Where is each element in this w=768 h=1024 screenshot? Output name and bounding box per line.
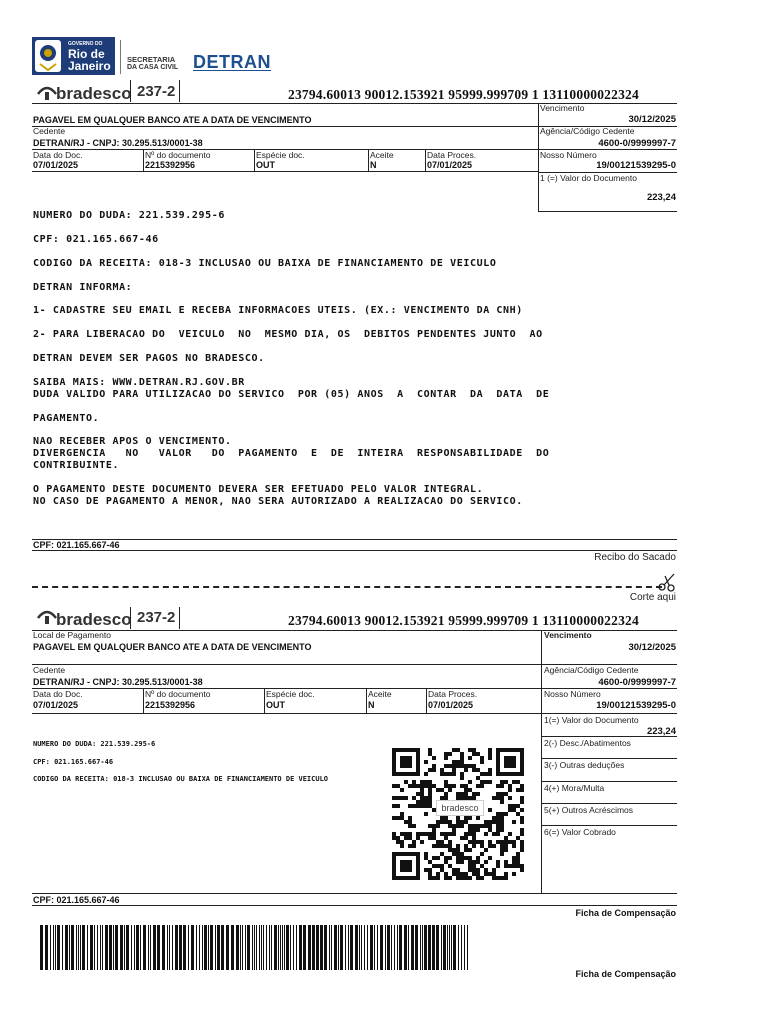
bank-name: bradesco: [56, 84, 132, 103]
local-pagamento-value-lower: PAGAVEL EM QUALQUER BANCO ATE A DATA DE VENCIMENTO: [33, 642, 312, 652]
instruction-divergencia: DIVERGENCIA NO VALOR DO PAGAMENTO E DE INTEIRA RESPONSABILIDADE DO: [33, 448, 550, 459]
data-proc-label-lower: Data Proces.: [428, 689, 478, 699]
valor-doc-label-lower: 1(=) Valor do Documento: [544, 715, 639, 725]
instruction-pagamento-menor: NO CASO DE PAGAMENTO A MENOR, NAO SERA AUTORIZADO A REALIZACAO DO SERVICO.: [33, 496, 523, 507]
instruction-detran-informa: DETRAN INFORMA:: [33, 282, 133, 293]
local-pagamento-label-lower: Local de Pagamento: [33, 630, 111, 640]
digitable-line-lower: 23794.60013 90012.153921 95999.999709 1 13110000022324: [288, 613, 639, 628]
cedente-label: Cedente: [33, 126, 66, 136]
especie-value-lower: OUT: [266, 700, 285, 710]
rj-coat-of-arms-icon: [35, 40, 61, 72]
especie-label-lower: Espécie doc.: [266, 689, 315, 699]
cpf-footer-lower: CPF: 021.165.667-46: [33, 895, 120, 905]
valor-cobrado-label: 6(=) Valor Cobrado: [544, 827, 616, 837]
instruction-contribuinte: CONTRIBUINTE.: [33, 460, 120, 471]
detran-logo: DETRAN: [193, 52, 271, 72]
vencimento-label: Vencimento: [540, 103, 585, 113]
instruction-valor-integral: O PAGAMENTO DESTE DOCUMENTO DEVERA SER EFETUADO PELO VALOR INTEGRAL.: [33, 484, 484, 495]
nosso-numero-label: Nosso Número: [540, 150, 597, 160]
desc-abatimentos-label: 2(-) Desc./Abatimentos: [544, 738, 631, 748]
bank-name-lower: bradesco: [56, 610, 132, 629]
qr-center-badge: [436, 800, 484, 816]
cedente-value-lower: DETRAN/RJ - CNPJ: 30.295.513/0001-38: [33, 677, 203, 687]
ficha-compensacao-bottom: Ficha de Compensação: [575, 969, 676, 979]
corte-aqui: Corte aqui: [629, 592, 676, 603]
num-doc-value-lower: 2215392956: [145, 700, 196, 710]
gov-line3: Janeiro: [68, 59, 111, 73]
aceite-value-lower: N: [368, 700, 375, 710]
instruction-duda: NUMERO DO DUDA: 221.539.295-6: [33, 210, 225, 221]
data-proc-value-lower: 07/01/2025: [428, 700, 474, 710]
instruction-validade: DUDA VALIDO PARA UTILIZACAO DO SERVICO POR (05) ANOS A CONTAR DA DATA DE: [33, 389, 550, 400]
outros-acrescimos-label: 5(+) Outros Acréscimos: [544, 805, 634, 815]
vencimento-value: 30/12/2025: [628, 114, 676, 125]
vencimento-value-lower: 30/12/2025: [628, 642, 676, 653]
data-proc-label: Data Proces.: [427, 150, 477, 160]
cedente-label-lower: Cedente: [33, 665, 66, 675]
instruction-email: 1- CADASTRE SEU EMAIL E RECEBA INFORMACOES UTEIS. (EX.: VENCIMENTO DA CNH): [33, 305, 523, 316]
rj-government-logo: [32, 37, 115, 75]
valor-doc-value: 223,24: [646, 192, 676, 203]
cut-line: [32, 586, 662, 588]
agencia-label: Agência/Código Cedente: [540, 126, 635, 136]
data-doc-value: 07/01/2025: [33, 160, 79, 170]
instruction-pagamento: PAGAMENTO.: [33, 413, 100, 424]
data-doc-value-lower: 07/01/2025: [33, 700, 79, 710]
cedente-value: DETRAN/RJ - CNPJ: 30.295.513/0001-38: [33, 138, 203, 148]
payment-barcode: [40, 925, 470, 970]
bank-code: 237-2: [137, 83, 176, 100]
bradesco-logo-icon-lower: [36, 608, 58, 624]
instruction-saiba-mais: SAIBA MAIS: WWW.DETRAN.RJ.GOV.BR: [33, 377, 245, 388]
valor-doc-value-lower: 223,24: [646, 726, 676, 737]
local-pagamento-value: PAGAVEL EM QUALQUER BANCO ATE A DATA DE VENCIMENTO: [33, 115, 312, 125]
data-doc-label-lower: Data do Doc.: [33, 689, 83, 699]
digitable-line: 23794.60013 90012.153921 95999.999709 1 13110000022324: [288, 87, 639, 102]
num-doc-label-lower: Nº do documento: [145, 689, 211, 699]
gov-line2: Rio de: [68, 47, 105, 61]
instruction-cpf: CPF: 021.165.667-46: [33, 234, 159, 245]
recibo-sacado: Recibo do Sacado: [594, 552, 676, 563]
bank-code-lower: 237-2: [137, 609, 176, 626]
gov-line1: GOVERNO DO: [68, 41, 103, 47]
small-instruction-cpf: CPF: 021.165.667-46: [33, 758, 114, 766]
nosso-numero-value: 19/00121539295-0: [596, 160, 676, 171]
instruction-receita: CODIGO DA RECEITA: 018-3 INCLUSAO OU BAIXA DE FINANCIAMENTO DE VEICULO: [33, 258, 497, 269]
instruction-bradesco: DETRAN DEVEM SER PAGOS NO BRADESCO.: [33, 353, 265, 364]
secretaria-line2: DA CASA CIVIL: [127, 64, 179, 71]
especie-value: OUT: [256, 160, 275, 170]
bradesco-logo-icon: [36, 84, 58, 100]
agencia-value-lower: 4600-0/9999997-7: [598, 677, 676, 688]
valor-doc-label: 1 (=) Valor do Documento: [540, 173, 637, 183]
small-instruction-duda: NUMERO DO DUDA: 221.539.295-6: [33, 740, 156, 748]
num-doc-value: 2215392956: [145, 160, 196, 170]
qr-center-text: bradesco: [441, 803, 479, 813]
scissors-icon: [657, 572, 677, 592]
vencimento-label-lower: Vencimento: [544, 630, 592, 640]
num-doc-label: Nº do documento: [145, 150, 211, 160]
cpf-footer: CPF: 021.165.667-46: [33, 540, 120, 550]
instruction-liberacao: 2- PARA LIBERACAO DO VEICULO NO MESMO DIA, OS DEBITOS PENDENTES JUNTO AO: [33, 329, 543, 340]
agencia-value: 4600-0/9999997-7: [598, 138, 676, 149]
aceite-label: Aceite: [370, 150, 394, 160]
outras-deducoes-label: 3(-) Outras deduções: [544, 760, 625, 770]
nosso-numero-label-lower: Nosso Número: [544, 689, 601, 699]
small-instruction-receita: CODIGO DA RECEITA: 018-3 INCLUSAO OU BAIXA DE FINANCIAMENTO DE VEICULO: [33, 775, 329, 783]
ficha-compensacao-top: Ficha de Compensação: [575, 908, 676, 918]
especie-label: Espécie doc.: [256, 150, 305, 160]
aceite-value: N: [370, 160, 377, 170]
nosso-numero-value-lower: 19/00121539295-0: [596, 700, 676, 711]
aceite-label-lower: Aceite: [368, 689, 392, 699]
data-proc-value: 07/01/2025: [427, 160, 473, 170]
instruction-vencimento: NAO RECEBER APOS O VENCIMENTO.: [33, 436, 232, 447]
data-doc-label: Data do Doc.: [33, 150, 83, 160]
mora-multa-label: 4(+) Mora/Multa: [544, 783, 605, 793]
secretaria-line1: SECRETARIA: [127, 55, 176, 64]
agencia-label-lower: Agência/Código Cedente: [544, 665, 639, 675]
